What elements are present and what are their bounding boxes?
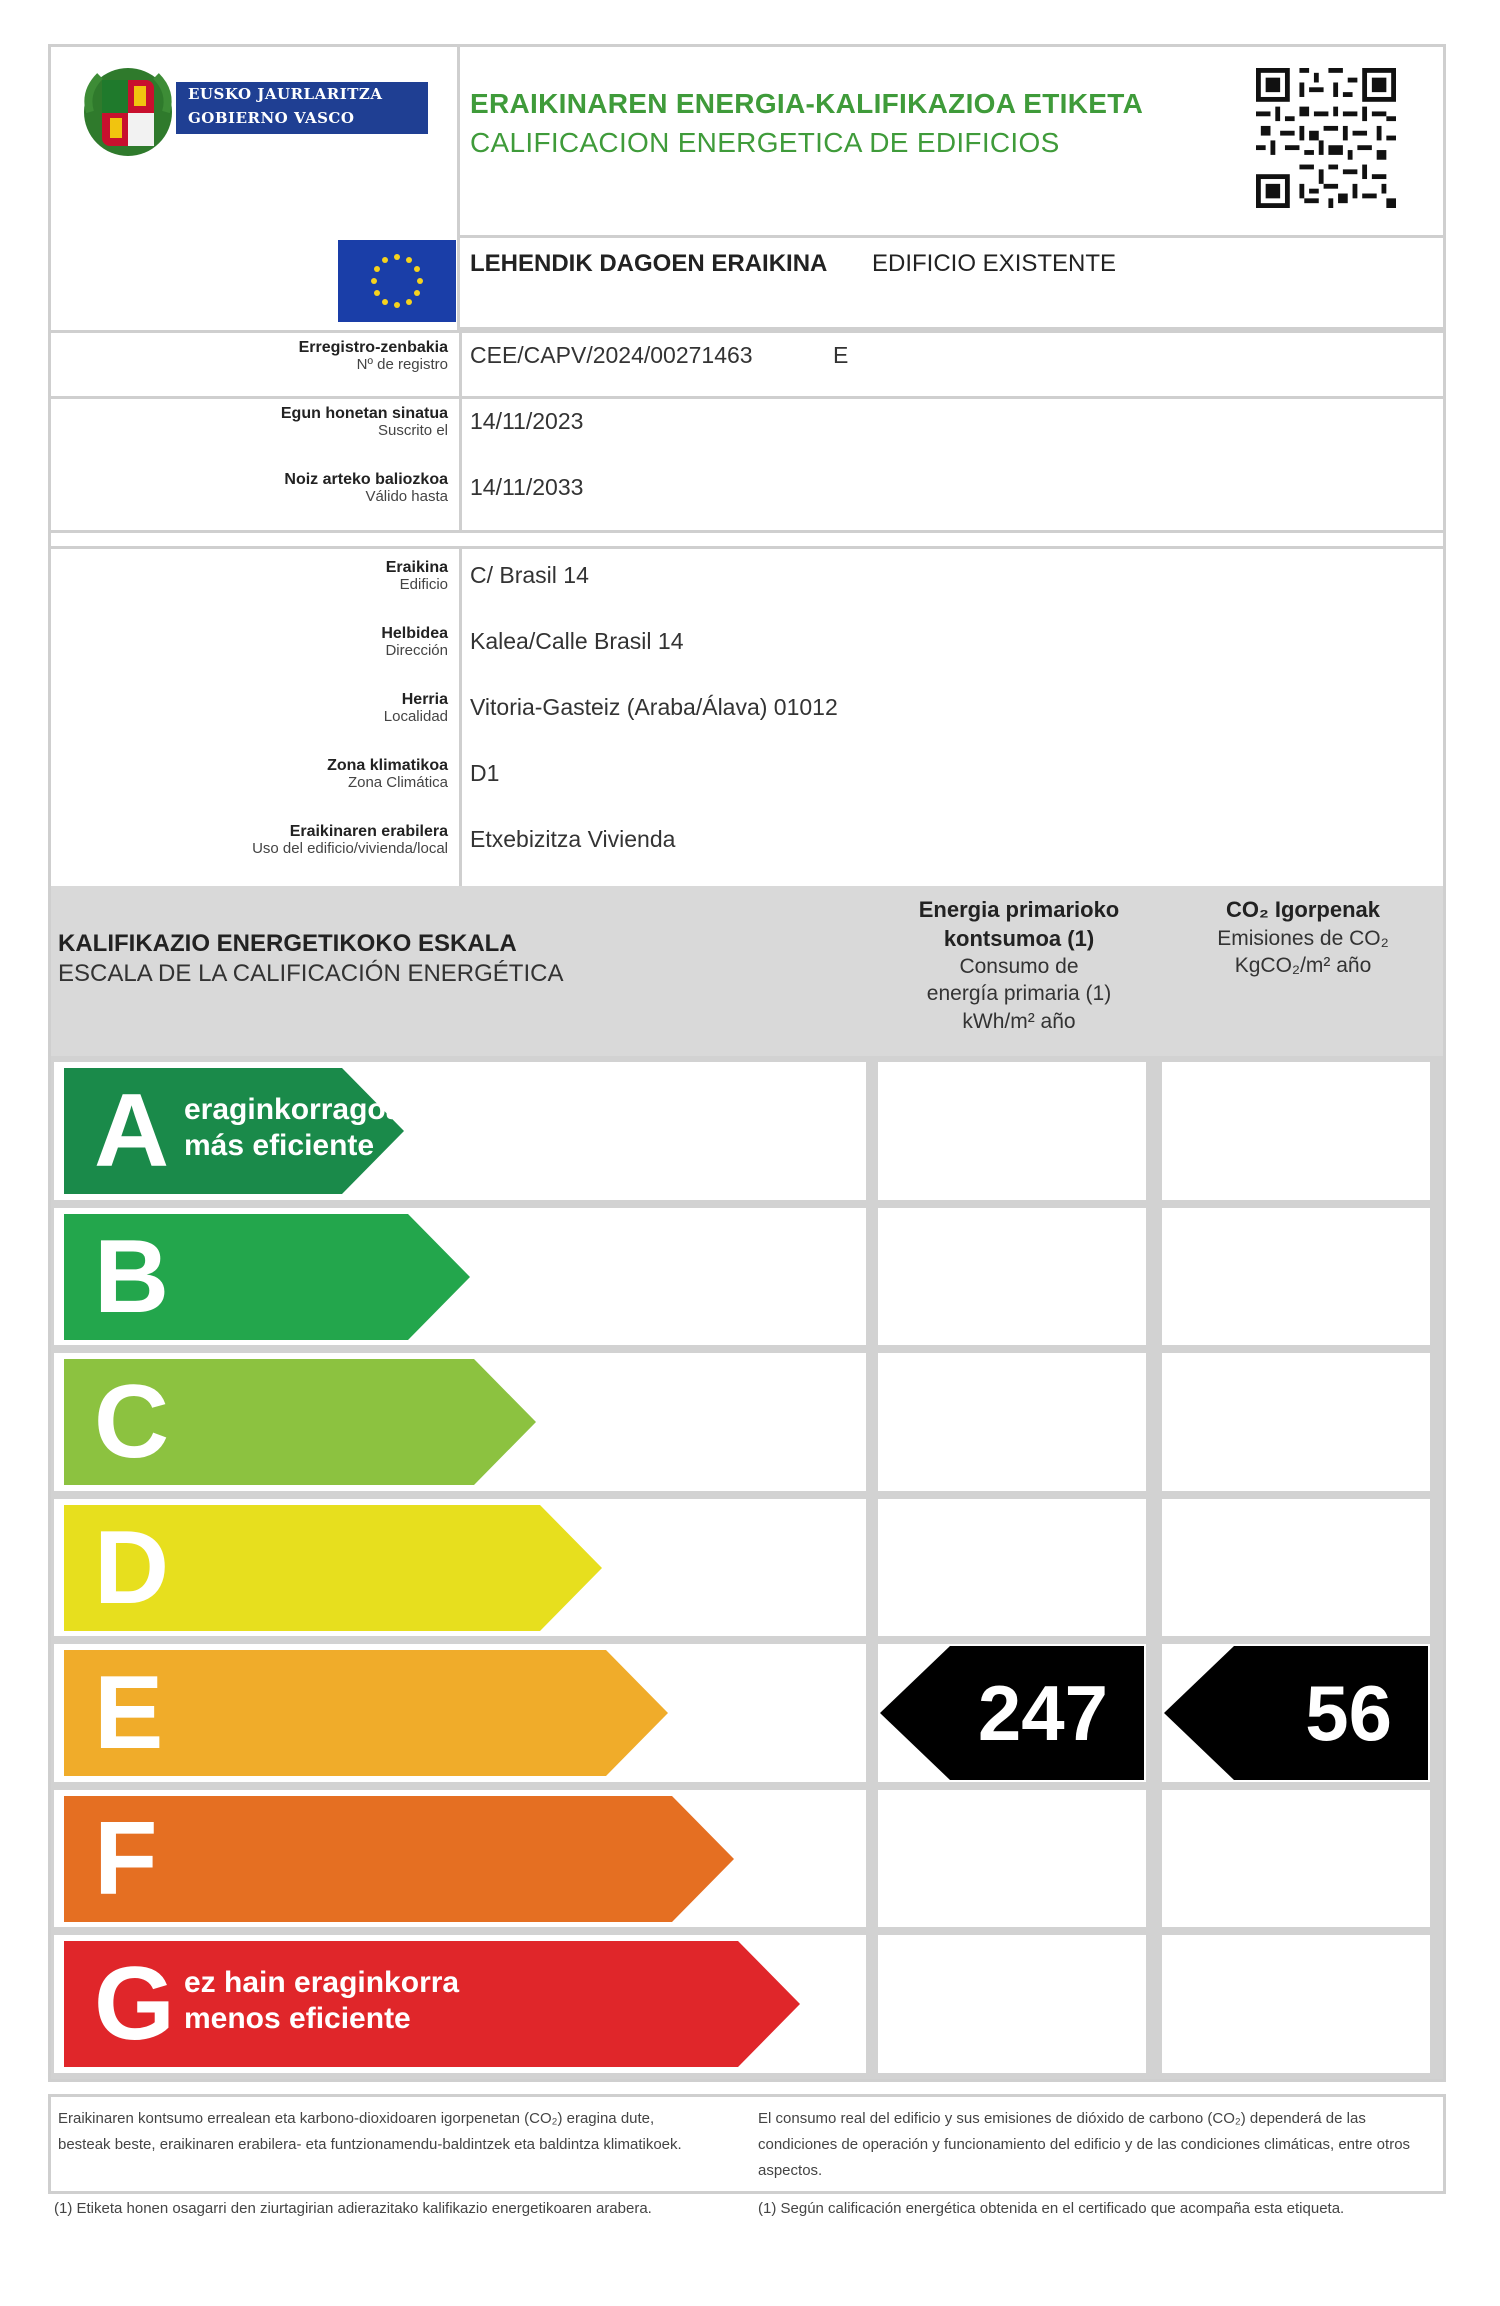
- title-basque: ERAIKINAREN ENERGIA-KALIFIKAZIOA ETIKETA: [470, 88, 1144, 119]
- grade-letter: C: [94, 1364, 170, 1480]
- grade-bar-b: [64, 1214, 470, 1340]
- most-efficient-label: [184, 1092, 402, 1164]
- grade-letter: D: [94, 1509, 170, 1626]
- divider: [48, 546, 1446, 549]
- co2-unit: KgCO₂/m² año: [1234, 953, 1372, 977]
- valid-label: [284, 472, 448, 505]
- government-banner-line2: GOBIERNO VASCO: [188, 109, 355, 127]
- qr-code[interactable]: [1256, 68, 1396, 208]
- address-label-eu: Helbidea: [381, 625, 448, 642]
- grade-bar-c: [64, 1359, 536, 1485]
- locality-label-eu: Herria: [401, 691, 448, 708]
- scale-title-spanish: ESCALA DE LA CALIFICACIÓN ENERGÉTICA: [58, 960, 564, 987]
- signed-label-eu: Egun honetan sinatua: [280, 405, 448, 422]
- grade-letter: F: [94, 1800, 158, 1917]
- footer-note-spanish: (1) Según calificación energética obtenida en el certificado que acompaña esta etiqueta.: [758, 2200, 1345, 2217]
- scale-cell: [1162, 1935, 1430, 2073]
- scale-cell: [1162, 1208, 1430, 1346]
- divider: [459, 546, 462, 886]
- scale-cell: [1162, 1790, 1430, 1928]
- signed-label-es: Suscrito el: [377, 421, 448, 439]
- footer-note-basque: (1) Etiketa honen osagarri den ziurtagirian adierazitako kalifikazio energetikoaren arabera.: [54, 2200, 652, 2217]
- climate-zone-label-es: Zona Climática: [347, 773, 448, 791]
- building-type-basque: LEHENDIK DAGOEN ERAIKINA: [470, 250, 828, 277]
- grade-arrow-shape: [64, 1796, 734, 1922]
- divider: [48, 530, 1446, 533]
- least-efficient-label-eu: ez hain eraginkorra: [184, 1966, 460, 1999]
- least-efficient-label-es: menos eficiente: [184, 2002, 411, 2035]
- registry-label-eu: Erregistro-zenbakia: [298, 339, 448, 356]
- climate-zone-value: D1: [470, 760, 500, 786]
- scale-cell: [878, 1353, 1146, 1491]
- building-use-label-es: Uso del edificio/vivienda/local: [252, 839, 448, 857]
- scale-cell: [1162, 1062, 1430, 1200]
- valid-label-eu: Noiz arteko baliozkoa: [284, 471, 448, 488]
- locality-label-es: Localidad: [383, 707, 448, 725]
- scale-cell: [878, 1935, 1146, 2073]
- eu-flag: [338, 240, 456, 322]
- grade-bar-g: [64, 1941, 800, 2067]
- scale-cell: [878, 1499, 1146, 1637]
- building-label-eu: Eraikina: [385, 559, 448, 576]
- divider: [48, 396, 1446, 399]
- registry-label: [299, 340, 448, 373]
- registry-grade: E: [833, 342, 849, 368]
- divider: [48, 330, 1446, 333]
- government-banner: [176, 82, 428, 134]
- grade-bar-d: [64, 1505, 602, 1631]
- footer-text-spanish: El consumo real del edificio y sus emisiones de dióxido de carbono (CO₂) dependerá de las condiciones de operación y funcionamiento del edificio y de las condiciones climáticas, entre otros aspectos.: [758, 2110, 1411, 2179]
- building-label: [386, 560, 448, 593]
- primary-energy-header-eu-2: kontsumoa (1): [943, 925, 1095, 951]
- address-label-es: Dirección: [385, 641, 448, 659]
- primary-energy-value: 247: [977, 1669, 1108, 1757]
- primary-energy-header-es-2: energía primaria (1): [926, 982, 1112, 1006]
- locality-value: Vitoria-Gasteiz (Araba/Álava) 01012: [470, 694, 838, 720]
- scale-cell: [878, 1790, 1146, 1928]
- least-efficient-label: [184, 1965, 459, 2037]
- grade-letter: E: [94, 1655, 164, 1771]
- registry-number: CEE/CAPV/2024/00271463: [470, 342, 753, 368]
- building-use-label-eu: Eraikinaren erabilera: [289, 823, 448, 840]
- building-use-label: [252, 824, 448, 857]
- grade-bar-e: [64, 1650, 668, 1776]
- grade-letter: B: [94, 1218, 170, 1335]
- most-efficient-label-es: más eficiente: [184, 1129, 375, 1162]
- locality-label: [384, 692, 448, 725]
- divider: [459, 330, 462, 396]
- grade-bar-f: [64, 1796, 734, 1922]
- co2-header-es: Emisiones de CO₂: [1217, 926, 1389, 950]
- primary-energy-header: [878, 896, 1160, 1035]
- scale-title-basque: KALIFIKAZIO ENERGETIKOKO ESKALA: [58, 930, 517, 957]
- scale-cell: [1162, 1353, 1430, 1491]
- registry-label-es: Nº de registro: [356, 355, 448, 373]
- grade-bar-a: [64, 1068, 404, 1194]
- government-banner-line1: EUSKO JAURLARITZA: [188, 85, 383, 103]
- co2-header: [1164, 896, 1442, 979]
- signed-date: 14/11/2023: [470, 408, 584, 434]
- eu-stars-icon: [338, 240, 456, 322]
- building-type-spanish: EDIFICIO EXISTENTE: [872, 250, 1117, 277]
- primary-energy-header-eu-1: Energia primarioko: [918, 897, 1120, 922]
- building-use-value: Etxebizitza Vivienda: [470, 826, 676, 852]
- primary-energy-unit: kWh/m² año: [962, 1009, 1076, 1033]
- building-name: C/ Brasil 14: [470, 562, 589, 588]
- building-label-es: Edificio: [399, 575, 448, 593]
- climate-zone-label: [327, 758, 448, 791]
- co2-header-eu: CO₂ Igorpenak: [1225, 897, 1381, 922]
- scale-cell: [878, 1208, 1146, 1346]
- grade-letter: A: [94, 1073, 170, 1189]
- climate-zone-label-eu: Zona klimatikoa: [327, 757, 448, 774]
- scale-cell: [878, 1062, 1146, 1200]
- primary-energy-header-es-1: Consumo de: [959, 955, 1079, 979]
- primary-energy-indicator: [880, 1646, 1144, 1780]
- valid-date: 14/11/2033: [470, 474, 584, 500]
- scale-cell: [1162, 1499, 1430, 1637]
- footer-text-basque: Eraikinaren kontsumo errealean eta karbono-dioxidoaren igorpenetan (CO₂) eragina dute, besteak beste, eraikinaren erabilera- eta funtzionamendu-baldintzek eta baldintza klimatikoek.: [58, 2110, 682, 2153]
- signed-label: [281, 406, 448, 439]
- co2-indicator: [1164, 1646, 1428, 1780]
- co2-value: 56: [1305, 1669, 1392, 1757]
- valid-label-es: Válido hasta: [365, 487, 448, 505]
- title-spanish: CALIFICACION ENERGETICA DE EDIFICIOS: [470, 127, 1060, 158]
- divider: [459, 396, 462, 530]
- address-value: Kalea/Calle Brasil 14: [470, 628, 684, 654]
- address-label: [381, 626, 448, 659]
- most-efficient-label-eu: eraginkorragoa: [184, 1093, 403, 1126]
- grade-letter: G: [94, 1946, 175, 2062]
